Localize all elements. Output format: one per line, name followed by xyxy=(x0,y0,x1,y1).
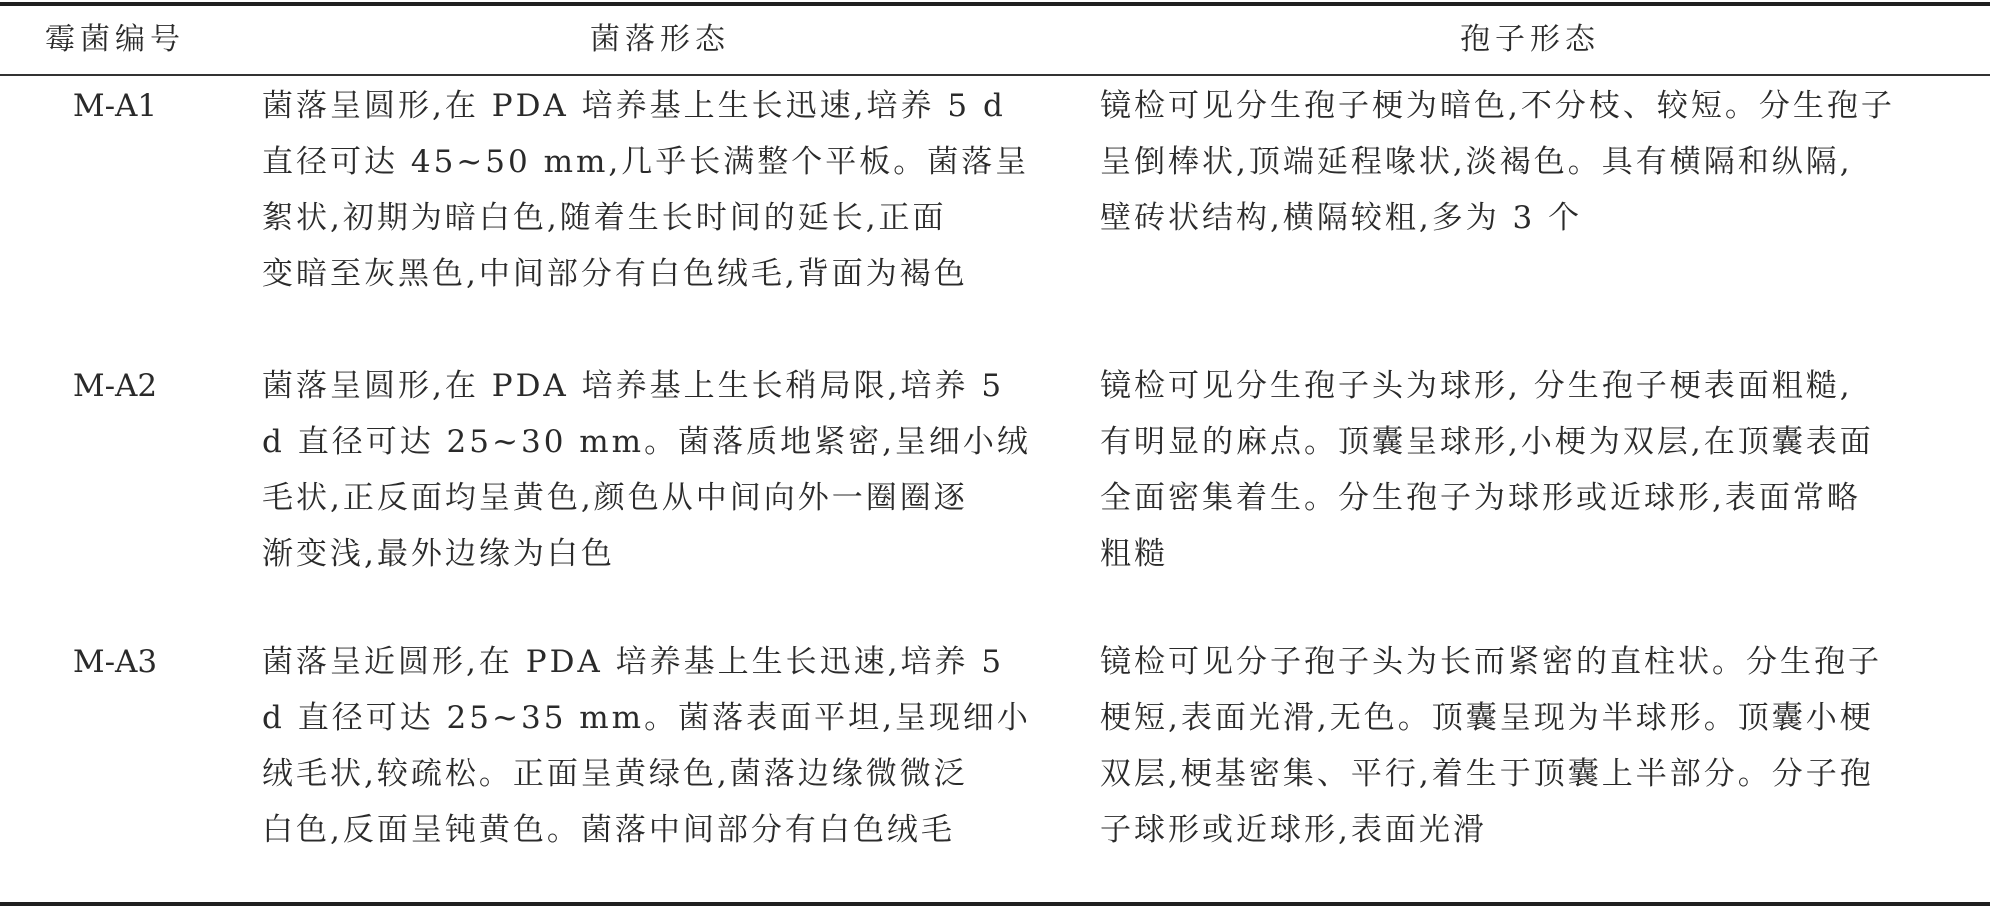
text-line: 白色,反面呈钝黄色。菌落中间部分有白色绒毛 xyxy=(262,812,955,848)
text-line: 呈倒棒状,顶端延程喙状,淡褐色。具有横隔和纵隔, xyxy=(1100,144,1853,180)
text-line: 绒毛状,较疏松。正面呈黄绿色,菌落边缘微微泛 xyxy=(262,756,968,792)
text-line: 镜检可见分子孢子头为长而紧密的直柱状。分生孢子 xyxy=(1100,644,1882,680)
text-line: 粗糙 xyxy=(1100,536,1168,572)
spore-morphology-cell xyxy=(1100,634,1980,858)
spore-morphology-cell xyxy=(1100,358,1980,582)
text-line: 菌落呈近圆形,在 PDA 培养基上生长迅速,培养 5 xyxy=(262,644,1005,680)
mold-id-cell: M-A1 xyxy=(72,88,158,124)
mold-id-cell: M-A2 xyxy=(72,368,158,404)
text-line: 梗短,表面光滑,无色。顶囊呈现为半球形。顶囊小梗 xyxy=(1100,700,1874,736)
text-line: 子球形或近球形,表面光滑 xyxy=(1100,812,1487,848)
spore-morphology-cell xyxy=(1100,78,1980,246)
text-line: d 直径可达 25~30 mm。菌落质地紧密,呈细小绒 xyxy=(262,424,1031,460)
text-line: 菌落呈圆形,在 PDA 培养基上生长迅速,培养 5 d xyxy=(262,88,1006,124)
text-line: 渐变浅,最外边缘为白色 xyxy=(262,536,615,572)
colony-morphology-cell xyxy=(262,634,1062,858)
text-line: 壁砖状结构,横隔较粗,多为 3 个 xyxy=(1100,200,1583,236)
colony-morphology-cell xyxy=(262,78,1062,302)
text-line: 镜检可见分生孢子梗为暗色,不分枝、较短。分生孢子 xyxy=(1100,88,1895,124)
text-line: 毛状,正反面均呈黄色,颜色从中间向外一圈圈逐 xyxy=(262,480,968,516)
text-line: 变暗至灰黑色,中间部分有白色绒毛,背面为褐色 xyxy=(262,256,968,292)
table-header-rule xyxy=(0,74,1990,76)
text-line: 镜检可见分生孢子头为球形, 分生孢子梗表面粗糙, xyxy=(1100,368,1853,404)
table-top-rule xyxy=(0,2,1990,6)
header-colony-morphology: 菌落形态 xyxy=(590,22,730,57)
text-line: 双层,梗基密集、平行,着生于顶囊上半部分。分子孢 xyxy=(1100,756,1874,792)
text-line: 絮状,初期为暗白色,随着生长时间的延长,正面 xyxy=(262,200,947,236)
text-line: 直径可达 45~50 mm,几乎长满整个平板。菌落呈 xyxy=(262,144,1030,180)
text-line: 菌落呈圆形,在 PDA 培养基上生长稍局限,培养 5 xyxy=(262,368,1005,404)
header-mold-id: 霉菌编号 xyxy=(45,22,185,57)
colony-morphology-cell xyxy=(262,358,1062,582)
text-line: d 直径可达 25~35 mm。菌落表面平坦,呈现细小 xyxy=(262,700,1031,736)
text-line: 全面密集着生。分生孢子为球形或近球形,表面常略 xyxy=(1100,480,1861,516)
header-spore-morphology: 孢子形态 xyxy=(1460,22,1600,57)
text-line: 有明显的麻点。顶囊呈球形,小梗为双层,在顶囊表面 xyxy=(1100,424,1874,460)
table-bottom-rule xyxy=(0,902,1990,906)
mold-id-cell: M-A3 xyxy=(72,644,158,680)
